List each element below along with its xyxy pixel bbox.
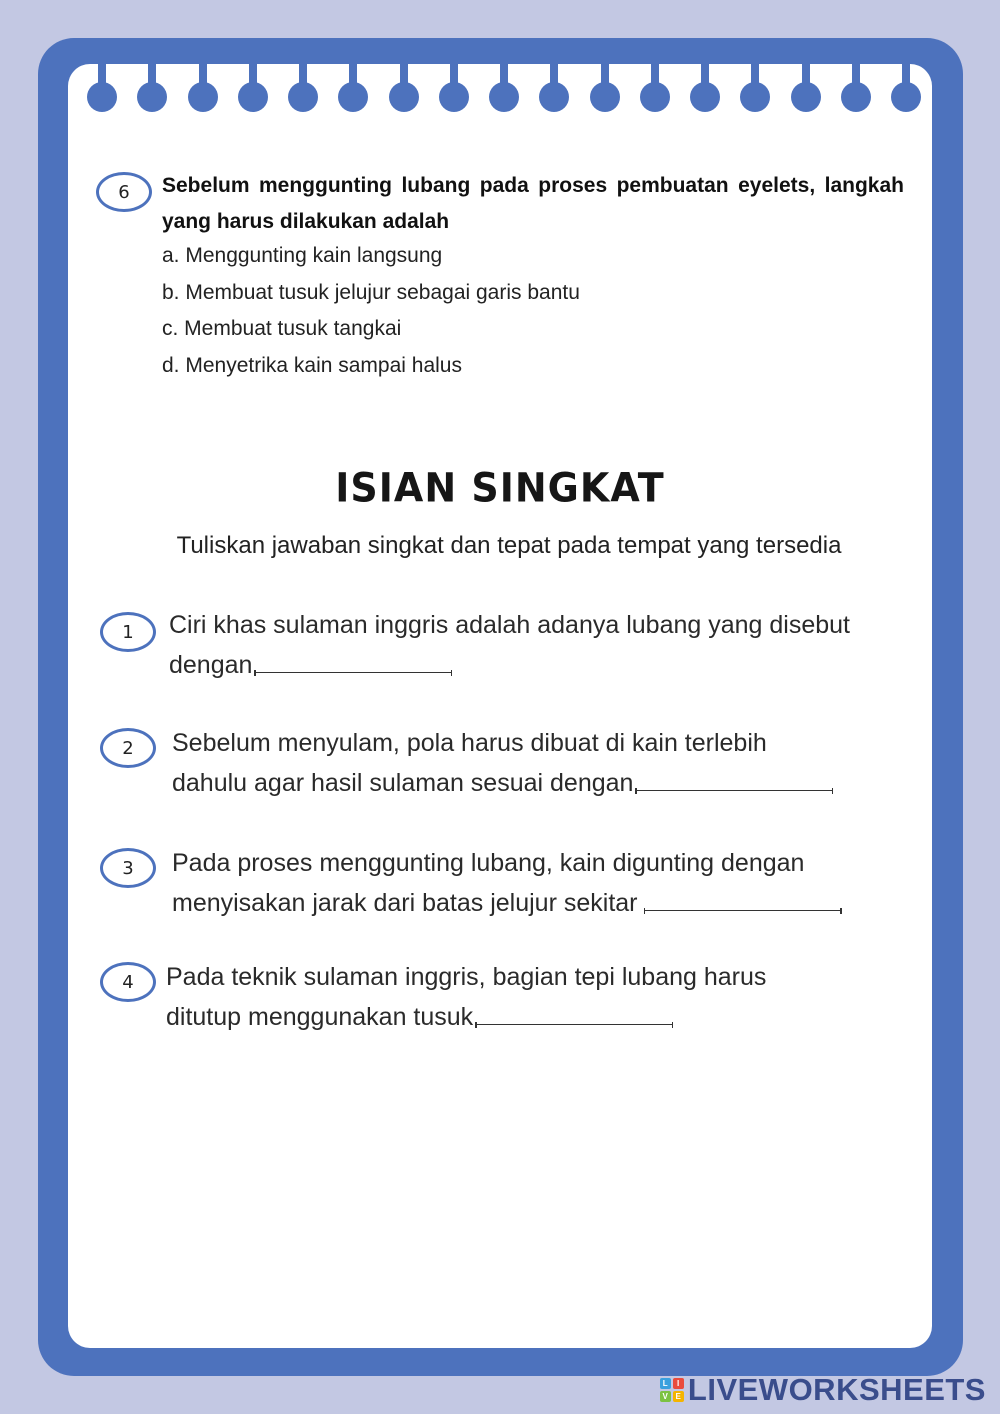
answer-option-b[interactable]: b. Membuat tusuk jelujur sebagai garis bantu (162, 280, 580, 304)
item-number-badge (100, 612, 156, 652)
item-number: 3 (122, 857, 134, 879)
item-number: 2 (122, 737, 134, 759)
item-number: 4 (122, 971, 134, 993)
answer-option-c[interactable]: c. Membuat tusuk tangkai (162, 317, 402, 340)
question-number-badge (96, 172, 152, 212)
binding-hole (891, 82, 921, 112)
answer-blank-3[interactable] (644, 896, 842, 911)
logo-letter: V (660, 1391, 671, 1402)
binding-hole (238, 82, 268, 112)
logo-letter: E (673, 1391, 684, 1402)
short-answer-item-2 (172, 724, 892, 803)
section-instruction: Tuliskan jawaban singkat dan tepat pada tempat yang tersedia (176, 532, 842, 559)
liveworksheets-logo (660, 1372, 986, 1408)
binding-hole (288, 82, 318, 112)
brand-name: LIVEWORKSHEETS (687, 1372, 986, 1407)
item-text-line1: Pada teknik sulaman inggris, bagian tepi lubang harus (166, 963, 767, 991)
item-number-badge (100, 962, 156, 1002)
answer-blank-4[interactable] (475, 1010, 673, 1025)
item-text-line2: menyisakan jarak dari batas jelujur sekitar (172, 888, 638, 917)
binding-hole (690, 82, 720, 112)
item-text-line2: dahulu agar hasil sulaman sesuai dengan (172, 768, 634, 797)
item-text-line2: dengan (169, 650, 253, 679)
answer-blank-2[interactable] (635, 776, 833, 791)
short-answer-item-3 (172, 844, 892, 923)
logo-letter: L (660, 1378, 671, 1389)
binding-hole (188, 82, 218, 112)
binding-hole (489, 82, 519, 112)
short-answer-item-1 (169, 606, 889, 685)
logo-letter: I (673, 1378, 684, 1389)
binding-hole (841, 82, 871, 112)
item-text-line1: Sebelum menyulam, pola harus dibuat di kain terlebih (172, 729, 767, 757)
binding-hole (389, 82, 419, 112)
question-stem: Sebelum menggunting lubang pada proses pembuatan eyelets, langkah yang harus dilakukan adalah (162, 174, 904, 233)
item-text-line1: Pada proses menggunting lubang, kain digunting dengan (172, 849, 805, 877)
item-text-line2: ditutup menggunakan tusuk (166, 1002, 474, 1031)
binding-hole (439, 82, 469, 112)
binding-hole (640, 82, 670, 112)
answer-blank-1[interactable] (254, 658, 452, 673)
question-number: 6 (118, 181, 130, 203)
item-number: 1 (122, 621, 134, 643)
answer-option-d[interactable]: d. Menyetrika kain sampai halus (162, 353, 462, 377)
short-answer-item-4 (166, 958, 874, 1037)
multiple-choice-question (162, 168, 904, 384)
binding-hole (590, 82, 620, 112)
answer-option-a[interactable]: a. Menggunting kain langsung (162, 244, 443, 267)
binding-hole (87, 82, 117, 112)
item-text-line1: Ciri khas sulaman inggris adalah adanya lubang yang disebut (169, 611, 850, 639)
item-number-badge (100, 848, 156, 888)
brand-logo-icon (660, 1378, 684, 1402)
section-title: ISIAN SINGKAT (335, 464, 665, 512)
item-number-badge (100, 728, 156, 768)
binding-hole (791, 82, 821, 112)
